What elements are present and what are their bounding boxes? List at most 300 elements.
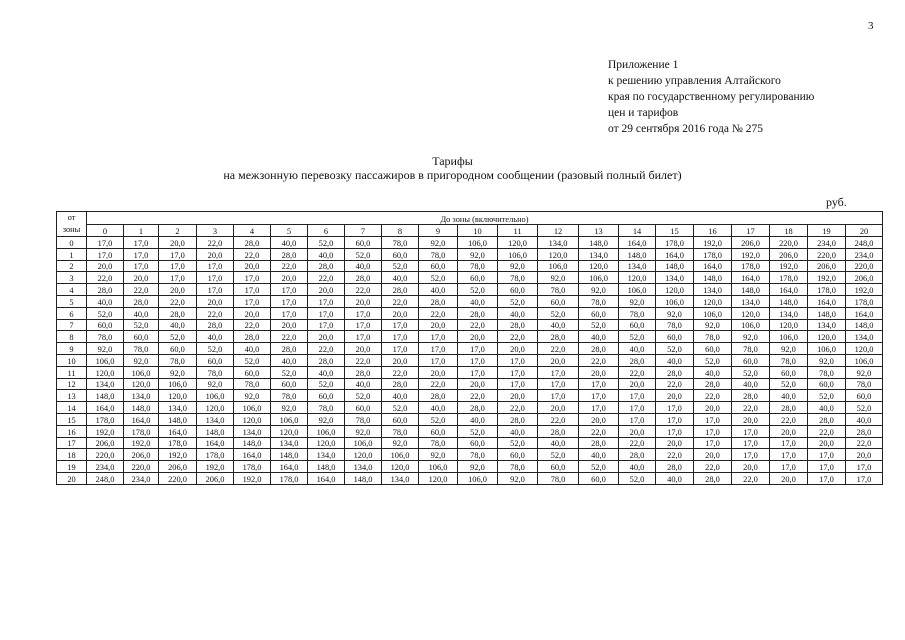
fare-cell: 40,0 — [619, 461, 656, 473]
fare-cell: 60,0 — [234, 366, 271, 378]
row-zone-label: 4 — [57, 284, 87, 296]
fare-cell: 17,0 — [846, 461, 883, 473]
fare-cell: 52,0 — [732, 366, 770, 378]
fare-cell: 178,0 — [732, 260, 770, 272]
fare-cell: 17,0 — [419, 354, 458, 366]
fare-cell: 40,0 — [458, 295, 498, 307]
fare-cell: 120,0 — [419, 472, 458, 484]
fare-cell: 78,0 — [308, 402, 345, 414]
fare-cell: 28,0 — [770, 402, 808, 414]
fare-cell: 60,0 — [538, 295, 579, 307]
fare-cell: 134,0 — [271, 437, 308, 449]
fare-cell: 192,0 — [846, 284, 883, 296]
fare-cell: 106,0 — [419, 461, 458, 473]
fare-cell: 60,0 — [197, 354, 234, 366]
fare-cell: 78,0 — [419, 437, 458, 449]
fare-cell: 52,0 — [271, 366, 308, 378]
fare-cell: 40,0 — [656, 354, 694, 366]
fare-cell: 17,0 — [271, 284, 308, 296]
tariff-table — [56, 211, 883, 485]
fare-cell: 234,0 — [124, 472, 159, 484]
fare-cell: 28,0 — [732, 390, 770, 402]
fare-cell: 20,0 — [538, 354, 579, 366]
fare-cell: 60,0 — [846, 390, 883, 402]
table-row — [57, 272, 883, 284]
fare-cell: 120,0 — [197, 402, 234, 414]
fare-cell: 17,0 — [579, 378, 619, 390]
row-zone-label: 8 — [57, 331, 87, 343]
table-row — [57, 378, 883, 390]
fare-cell: 20,0 — [498, 343, 538, 355]
fare-cell: 40,0 — [419, 402, 458, 414]
fare-cell: 28,0 — [234, 237, 271, 249]
table-header-row — [57, 212, 883, 225]
fare-cell: 22,0 — [732, 472, 770, 484]
fare-cell: 220,0 — [124, 461, 159, 473]
fare-cell: 22,0 — [345, 284, 382, 296]
fare-cell: 40,0 — [498, 307, 538, 319]
fare-cell: 40,0 — [846, 413, 883, 425]
fare-cell: 28,0 — [87, 284, 124, 296]
fare-cell: 60,0 — [382, 413, 419, 425]
fare-cell: 17,0 — [732, 437, 770, 449]
fare-cell: 78,0 — [538, 284, 579, 296]
fare-cell: 206,0 — [808, 260, 846, 272]
fare-cell: 106,0 — [197, 390, 234, 402]
table-row — [57, 343, 883, 355]
column-header-cell: 7 — [345, 224, 382, 237]
fare-cell: 106,0 — [458, 472, 498, 484]
fare-cell: 22,0 — [234, 319, 271, 331]
document-subtitle: на межзонную перевозку пассажиров в пригородном сообщении (разовый полный билет) — [223, 168, 682, 182]
fare-cell: 192,0 — [808, 272, 846, 284]
fare-cell: 40,0 — [498, 425, 538, 437]
corner-from: от — [67, 213, 76, 222]
table-row — [57, 331, 883, 343]
fare-cell: 22,0 — [694, 461, 732, 473]
column-header-cell: 5 — [271, 224, 308, 237]
fare-cell: 28,0 — [345, 366, 382, 378]
fare-cell: 78,0 — [538, 472, 579, 484]
fare-cell: 134,0 — [159, 402, 197, 414]
fare-cell: 40,0 — [419, 284, 458, 296]
fare-cell: 52,0 — [308, 237, 345, 249]
fare-cell: 22,0 — [308, 272, 345, 284]
fare-cell: 206,0 — [159, 461, 197, 473]
fare-cell: 20,0 — [345, 295, 382, 307]
fare-cell: 134,0 — [656, 272, 694, 284]
fare-cell: 28,0 — [579, 437, 619, 449]
fare-cell: 192,0 — [770, 260, 808, 272]
fare-cell: 17,0 — [159, 248, 197, 260]
fare-cell: 52,0 — [579, 319, 619, 331]
fare-cell: 220,0 — [846, 260, 883, 272]
fare-cell: 78,0 — [419, 248, 458, 260]
appendix-block — [608, 57, 814, 137]
fare-cell: 52,0 — [846, 402, 883, 414]
fare-cell: 60,0 — [694, 343, 732, 355]
table-row — [57, 307, 883, 319]
fare-cell: 52,0 — [197, 343, 234, 355]
fare-cell: 28,0 — [124, 295, 159, 307]
fare-cell: 120,0 — [87, 366, 124, 378]
fare-cell: 234,0 — [846, 248, 883, 260]
column-header-row — [57, 224, 883, 237]
fare-cell: 206,0 — [846, 272, 883, 284]
fare-cell: 22,0 — [808, 425, 846, 437]
fare-cell: 120,0 — [159, 390, 197, 402]
fare-cell: 78,0 — [159, 354, 197, 366]
fare-cell: 20,0 — [458, 331, 498, 343]
fare-cell: 206,0 — [197, 472, 234, 484]
table-row — [57, 260, 883, 272]
fare-cell: 40,0 — [656, 472, 694, 484]
fare-cell: 28,0 — [159, 307, 197, 319]
fare-cell: 192,0 — [197, 461, 234, 473]
fare-cell: 52,0 — [159, 331, 197, 343]
fare-cell: 248,0 — [846, 237, 883, 249]
fare-cell: 92,0 — [159, 366, 197, 378]
fare-cell: 164,0 — [234, 449, 271, 461]
fare-cell: 22,0 — [770, 413, 808, 425]
fare-cell: 22,0 — [382, 366, 419, 378]
fare-cell: 120,0 — [656, 284, 694, 296]
fare-cell: 60,0 — [159, 343, 197, 355]
fare-cell: 20,0 — [619, 425, 656, 437]
currency-unit: руб. — [826, 195, 847, 209]
table-row — [57, 295, 883, 307]
fare-cell: 120,0 — [538, 248, 579, 260]
fare-cell: 106,0 — [271, 413, 308, 425]
fare-cell: 17,0 — [579, 402, 619, 414]
fare-cell: 134,0 — [579, 248, 619, 260]
fare-cell: 60,0 — [619, 319, 656, 331]
fare-cell: 20,0 — [656, 390, 694, 402]
fare-cell: 52,0 — [345, 390, 382, 402]
fare-cell: 134,0 — [538, 237, 579, 249]
fare-cell: 52,0 — [419, 413, 458, 425]
fare-cell: 40,0 — [538, 319, 579, 331]
fare-cell: 52,0 — [498, 295, 538, 307]
fare-cell: 148,0 — [197, 425, 234, 437]
column-header-cell: 2 — [159, 224, 197, 237]
fare-cell: 106,0 — [159, 378, 197, 390]
fare-cell: 206,0 — [124, 449, 159, 461]
fare-cell: 120,0 — [308, 437, 345, 449]
column-header-cell: 14 — [619, 224, 656, 237]
fare-cell: 164,0 — [308, 472, 345, 484]
fare-cell: 17,0 — [124, 248, 159, 260]
column-header-cell: 1 — [124, 224, 159, 237]
fare-cell: 17,0 — [271, 307, 308, 319]
fare-cell: 40,0 — [770, 390, 808, 402]
fare-cell: 178,0 — [159, 437, 197, 449]
column-header-cell: 6 — [308, 224, 345, 237]
fare-cell: 192,0 — [732, 248, 770, 260]
fare-cell: 17,0 — [87, 248, 124, 260]
fare-cell: 178,0 — [197, 449, 234, 461]
fare-cell: 92,0 — [345, 425, 382, 437]
row-zone-label: 18 — [57, 449, 87, 461]
column-header-cell: 9 — [419, 224, 458, 237]
fare-cell: 40,0 — [87, 295, 124, 307]
fare-cell: 164,0 — [159, 425, 197, 437]
fare-cell: 78,0 — [579, 295, 619, 307]
fare-cell: 134,0 — [808, 319, 846, 331]
fare-cell: 78,0 — [234, 378, 271, 390]
fare-cell: 78,0 — [770, 354, 808, 366]
fare-cell: 92,0 — [656, 307, 694, 319]
fare-cell: 78,0 — [345, 413, 382, 425]
fare-cell: 120,0 — [770, 319, 808, 331]
table-row — [57, 413, 883, 425]
row-zone-label: 1 — [57, 248, 87, 260]
fare-cell: 20,0 — [159, 237, 197, 249]
column-header-cell: 4 — [234, 224, 271, 237]
fare-cell: 92,0 — [271, 402, 308, 414]
fare-cell: 52,0 — [656, 343, 694, 355]
fare-cell: 17,0 — [619, 402, 656, 414]
fare-cell: 22,0 — [419, 378, 458, 390]
fare-cell: 52,0 — [694, 354, 732, 366]
fare-cell: 17,0 — [234, 284, 271, 296]
fare-cell: 17,0 — [694, 425, 732, 437]
row-zone-label: 15 — [57, 413, 87, 425]
fare-cell: 28,0 — [234, 331, 271, 343]
fare-cell: 60,0 — [656, 331, 694, 343]
fare-cell: 78,0 — [458, 449, 498, 461]
fare-cell: 22,0 — [458, 319, 498, 331]
fare-cell: 20,0 — [732, 461, 770, 473]
to-zone-header: До зоны (включительно) — [87, 212, 883, 225]
fare-cell: 20,0 — [124, 272, 159, 284]
fare-cell: 22,0 — [308, 343, 345, 355]
fare-cell: 220,0 — [159, 472, 197, 484]
fare-cell: 60,0 — [770, 366, 808, 378]
column-header-cell: 15 — [656, 224, 694, 237]
table-row — [57, 437, 883, 449]
fare-cell: 92,0 — [458, 461, 498, 473]
column-header-cell: 12 — [538, 224, 579, 237]
fare-cell: 78,0 — [732, 343, 770, 355]
fare-cell: 28,0 — [656, 461, 694, 473]
fare-cell: 28,0 — [271, 248, 308, 260]
fare-cell: 17,0 — [124, 260, 159, 272]
fare-cell: 28,0 — [656, 366, 694, 378]
fare-cell: 92,0 — [87, 343, 124, 355]
fare-cell: 17,0 — [345, 331, 382, 343]
fare-cell: 52,0 — [808, 390, 846, 402]
fare-cell: 52,0 — [538, 449, 579, 461]
fare-cell: 78,0 — [498, 461, 538, 473]
fare-cell: 92,0 — [579, 284, 619, 296]
column-header-cell: 8 — [382, 224, 419, 237]
fare-cell: 17,0 — [458, 343, 498, 355]
fare-cell: 106,0 — [458, 237, 498, 249]
fare-cell: 92,0 — [694, 319, 732, 331]
fare-cell: 164,0 — [694, 260, 732, 272]
fare-cell: 22,0 — [579, 425, 619, 437]
fare-cell: 28,0 — [345, 272, 382, 284]
fare-cell: 148,0 — [656, 260, 694, 272]
fare-cell: 178,0 — [808, 284, 846, 296]
row-zone-label: 0 — [57, 237, 87, 249]
fare-cell: 52,0 — [538, 307, 579, 319]
fare-cell: 52,0 — [345, 248, 382, 260]
fare-cell: 20,0 — [579, 413, 619, 425]
fare-cell: 78,0 — [124, 343, 159, 355]
fare-cell: 17,0 — [159, 260, 197, 272]
fare-cell: 17,0 — [382, 343, 419, 355]
fare-cell: 164,0 — [656, 248, 694, 260]
fare-cell: 52,0 — [382, 260, 419, 272]
fare-cell: 20,0 — [197, 295, 234, 307]
fare-cell: 40,0 — [619, 343, 656, 355]
fare-cell: 92,0 — [197, 378, 234, 390]
fare-cell: 148,0 — [345, 472, 382, 484]
fare-cell: 28,0 — [458, 402, 498, 414]
fare-cell: 17,0 — [197, 284, 234, 296]
column-header-cell: 19 — [808, 224, 846, 237]
column-header-cell: 11 — [498, 224, 538, 237]
corner-zone: зоны — [62, 225, 81, 234]
fare-cell: 40,0 — [159, 319, 197, 331]
fare-cell: 92,0 — [619, 295, 656, 307]
column-header-cell: 13 — [579, 224, 619, 237]
appendix-line: цен и тарифов — [608, 107, 679, 119]
fare-cell: 20,0 — [656, 437, 694, 449]
fare-cell: 20,0 — [345, 343, 382, 355]
fare-cell: 20,0 — [538, 402, 579, 414]
fare-cell: 120,0 — [498, 237, 538, 249]
fare-cell: 17,0 — [656, 413, 694, 425]
row-zone-label: 9 — [57, 343, 87, 355]
fare-cell: 17,0 — [619, 413, 656, 425]
fare-cell: 20,0 — [234, 260, 271, 272]
fare-cell: 22,0 — [345, 354, 382, 366]
fare-cell: 164,0 — [87, 402, 124, 414]
fare-cell: 92,0 — [498, 472, 538, 484]
row-zone-label: 2 — [57, 260, 87, 272]
row-zone-label: 19 — [57, 461, 87, 473]
fare-cell: 28,0 — [579, 343, 619, 355]
fare-cell: 60,0 — [382, 248, 419, 260]
fare-cell: 17,0 — [770, 437, 808, 449]
fare-cell: 120,0 — [345, 449, 382, 461]
fare-cell: 40,0 — [308, 366, 345, 378]
fare-cell: 17,0 — [382, 331, 419, 343]
fare-cell: 78,0 — [656, 319, 694, 331]
fare-cell: 92,0 — [419, 237, 458, 249]
fare-cell: 148,0 — [579, 237, 619, 249]
fare-cell: 78,0 — [87, 331, 124, 343]
fare-cell: 40,0 — [694, 366, 732, 378]
fare-cell: 17,0 — [234, 272, 271, 284]
fare-cell: 28,0 — [271, 343, 308, 355]
fare-cell: 60,0 — [458, 437, 498, 449]
fare-cell: 134,0 — [694, 284, 732, 296]
fare-cell: 134,0 — [732, 295, 770, 307]
fare-cell: 78,0 — [498, 272, 538, 284]
table-row — [57, 390, 883, 402]
fare-cell: 106,0 — [579, 272, 619, 284]
column-header-cell: 20 — [846, 224, 883, 237]
fare-cell: 106,0 — [308, 425, 345, 437]
fare-cell: 60,0 — [87, 319, 124, 331]
fare-cell: 17,0 — [770, 449, 808, 461]
fare-cell: 22,0 — [619, 437, 656, 449]
fare-cell: 164,0 — [271, 461, 308, 473]
fare-cell: 40,0 — [382, 390, 419, 402]
fare-cell: 106,0 — [846, 354, 883, 366]
fare-cell: 40,0 — [732, 378, 770, 390]
fare-cell: 92,0 — [308, 413, 345, 425]
fare-cell: 17,0 — [308, 307, 345, 319]
fare-cell: 52,0 — [458, 425, 498, 437]
fare-cell: 28,0 — [694, 472, 732, 484]
table-row — [57, 461, 883, 473]
fare-cell: 60,0 — [308, 390, 345, 402]
fare-cell: 28,0 — [197, 319, 234, 331]
fare-cell: 134,0 — [87, 378, 124, 390]
fare-cell: 17,0 — [498, 354, 538, 366]
fare-cell: 178,0 — [124, 425, 159, 437]
fare-cell: 178,0 — [694, 248, 732, 260]
fare-cell: 20,0 — [271, 272, 308, 284]
fare-cell: 120,0 — [619, 272, 656, 284]
fare-cell: 17,0 — [732, 449, 770, 461]
table-row — [57, 425, 883, 437]
fare-cell: 17,0 — [656, 402, 694, 414]
fare-cell: 28,0 — [808, 413, 846, 425]
fare-cell: 106,0 — [808, 343, 846, 355]
fare-cell: 17,0 — [197, 272, 234, 284]
fare-cell: 164,0 — [732, 272, 770, 284]
fare-cell: 20,0 — [197, 248, 234, 260]
fare-cell: 120,0 — [694, 295, 732, 307]
fare-cell: 17,0 — [308, 319, 345, 331]
fare-cell: 178,0 — [234, 461, 271, 473]
fare-cell: 28,0 — [538, 425, 579, 437]
fare-cell: 40,0 — [197, 331, 234, 343]
table-row — [57, 472, 883, 484]
fare-cell: 17,0 — [770, 461, 808, 473]
fare-cell: 20,0 — [308, 331, 345, 343]
fare-cell: 106,0 — [87, 354, 124, 366]
fare-cell: 178,0 — [271, 472, 308, 484]
fare-cell: 148,0 — [124, 402, 159, 414]
fare-cell: 20,0 — [579, 366, 619, 378]
fare-cell: 40,0 — [579, 331, 619, 343]
fare-cell: 120,0 — [124, 378, 159, 390]
fare-cell: 134,0 — [619, 260, 656, 272]
fare-cell: 92,0 — [498, 260, 538, 272]
fare-cell: 17,0 — [579, 390, 619, 402]
fare-cell: 106,0 — [770, 331, 808, 343]
fare-cell: 192,0 — [124, 437, 159, 449]
fare-cell: 92,0 — [458, 248, 498, 260]
fare-cell: 164,0 — [770, 284, 808, 296]
fare-cell: 22,0 — [124, 284, 159, 296]
fare-cell: 20,0 — [770, 425, 808, 437]
fare-cell: 148,0 — [619, 248, 656, 260]
fare-cell: 106,0 — [732, 319, 770, 331]
fare-cell: 17,0 — [538, 390, 579, 402]
row-zone-label: 7 — [57, 319, 87, 331]
row-zone-label: 5 — [57, 295, 87, 307]
fare-cell: 40,0 — [458, 413, 498, 425]
fare-cell: 248,0 — [87, 472, 124, 484]
